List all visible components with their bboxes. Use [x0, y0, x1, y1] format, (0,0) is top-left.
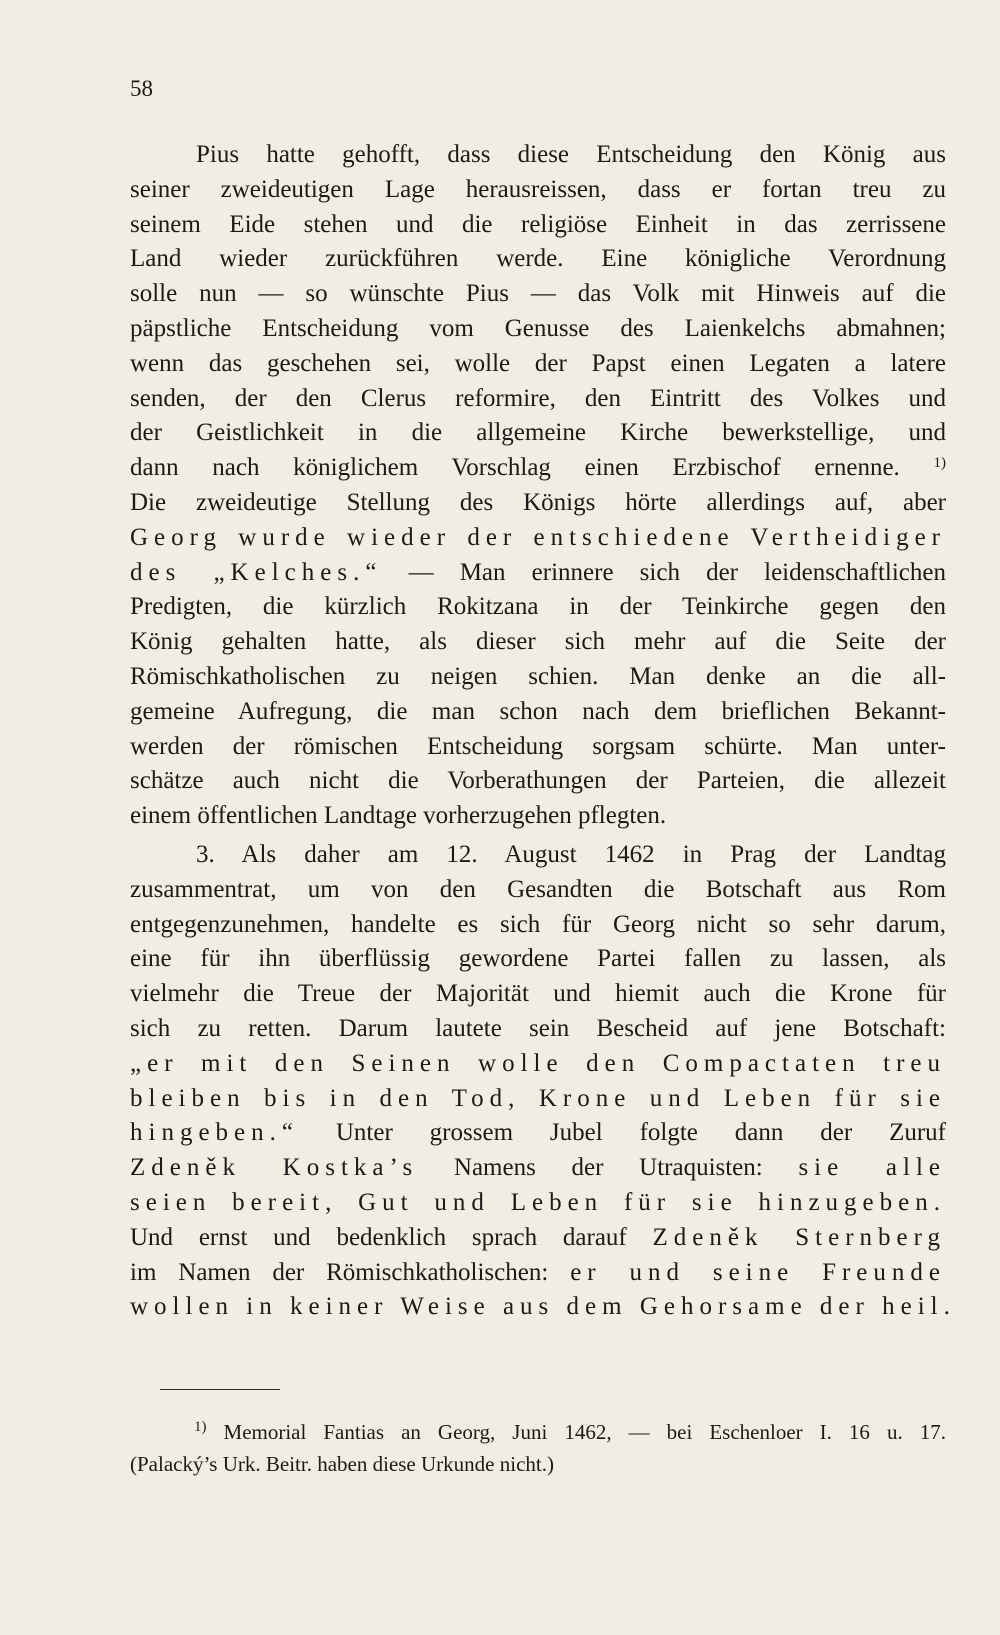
- page-number: 58: [130, 76, 153, 101]
- text-line: König gehalten hatte, als dieser sich mehr auf die Seite der: [130, 628, 946, 656]
- text-line: eine für ihn überflüssig gewordene Partei fallen zu lassen, als: [130, 945, 946, 973]
- text-line: [130, 451, 946, 486]
- text-line: Predigten, die kürzlich Rokitzana in der Teinkirche gegen den: [130, 593, 946, 621]
- text-line: päpstliche Entscheidung vom Genusse des Laienkelchs abmahnen;: [130, 314, 946, 342]
- footnote-marker: 1): [933, 455, 946, 472]
- main-text: [130, 138, 956, 1325]
- text-segment-spaced: Zdeněk Kostka’s: [130, 1154, 419, 1182]
- text-segment: dann nach königlichem Vorschlag einen Erzbischof ernenne.: [130, 454, 900, 482]
- text-line: entgegenzunehmen, handelte es sich für Georg nicht so sehr darum,: [130, 910, 946, 938]
- text-segment-spaced: hingeben.“: [130, 1119, 299, 1147]
- text-line: sich zu retten. Darum lautete sein Bescheid auf jene Botschaft:: [130, 1014, 946, 1042]
- text-line: der Geistlichkeit in die allgemeine Kirche bewerkstellige, und: [130, 419, 946, 447]
- text-line: seiner zweideutigen Lage herausreissen, dass er fortan treu zu: [130, 175, 946, 203]
- text-line-spaced: wollen in keiner Weise aus dem Gehorsame der heil.: [130, 1293, 956, 1321]
- text-line: vielmehr die Treue der Majorität und hiemit auch die Krone für: [130, 980, 946, 1008]
- text-line: seinem Eide stehen und die religiöse Einheit in das zerrissene: [130, 210, 946, 238]
- text-line: [130, 1256, 946, 1291]
- footnote-divider: [160, 1389, 280, 1390]
- footnotes: [130, 1416, 946, 1480]
- text-line: [130, 1221, 946, 1256]
- text-line: schätze auch nicht die Vorberathungen der Parteien, die allezeit: [130, 767, 946, 795]
- text-line: zusammentrat, um von den Gesandten die Botschaft aus Rom: [130, 875, 946, 903]
- text-line: senden, der den Clerus reformire, den Eintritt des Volkes und: [130, 384, 946, 412]
- text-line-spaced: „er mit den Seinen wolle den Compactaten treu: [130, 1049, 946, 1077]
- text-line: 3. Als daher am 12. August 1462 in Prag der Landtag: [196, 840, 946, 868]
- text-line: einem öffentlichen Landtage vorherzugehen pflegten.: [130, 802, 667, 830]
- text-line: [130, 556, 946, 591]
- text-line: Land wieder zurückführen werde. Eine königliche Verordnung: [130, 245, 946, 273]
- text-segment-spaced: des „Kelches.“: [130, 558, 383, 586]
- text-line: Pius hatte gehofft, dass diese Entscheidung den König aus: [196, 141, 946, 168]
- text-segment-spaced: er und seine Freunde: [570, 1258, 947, 1286]
- text-line-spaced: bleiben bis in den Tod, Krone und Leben für sie: [130, 1084, 946, 1112]
- text-segment-spaced: Zdeněk Sternberg: [652, 1223, 946, 1251]
- footnote-line: (Palacký’s Urk. Beitr. haben diese Urkunde nicht.): [130, 1452, 554, 1476]
- text-line: gemeine Aufregung, die man schon nach dem brieflichen Bekannt-: [130, 697, 946, 725]
- text-line: Römischkatholischen zu neigen schien. Man denke an die all-: [130, 662, 946, 690]
- text-line: solle nun — so wünschte Pius — das Volk mit Hinweis auf die: [130, 280, 946, 308]
- text-segment-spaced: sie alle: [798, 1154, 947, 1182]
- footnote-text: Memorial Fantias an Georg, Juni 1462, — bei Eschenloer I. 16 u. 17.: [223, 1420, 946, 1444]
- text-segment: Unter grossem Jubel folgte dann der Zuruf: [335, 1119, 946, 1147]
- text-segment: im Namen der Römischkatholischen:: [130, 1258, 549, 1286]
- text-line: Die zweideutige Stellung des Königs hörte allerdings auf, aber: [130, 488, 946, 516]
- text-segment: — Man erinnere sich der leidenschaftlichen: [408, 558, 946, 586]
- text-line-spaced: seien bereit, Gut und Leben für sie hinzugeben.: [130, 1188, 946, 1216]
- text-segment: Namens der Utraquisten:: [453, 1154, 763, 1182]
- text-line-spaced: Georg wurde wieder der entschiedene Vertheidiger: [130, 523, 946, 551]
- text-line: [130, 1116, 946, 1151]
- text-line: [130, 1151, 946, 1186]
- footnote-line: [130, 1416, 946, 1448]
- text-line: wenn das geschehen sei, wolle der Papst einen Legaten a latere: [130, 349, 946, 377]
- text-segment: Und ernst und bedenklich sprach darauf: [130, 1223, 627, 1251]
- footnote-marker: 1): [194, 1419, 207, 1435]
- text-line: werden der römischen Entscheidung sorgsam schürte. Man unter-: [130, 732, 946, 760]
